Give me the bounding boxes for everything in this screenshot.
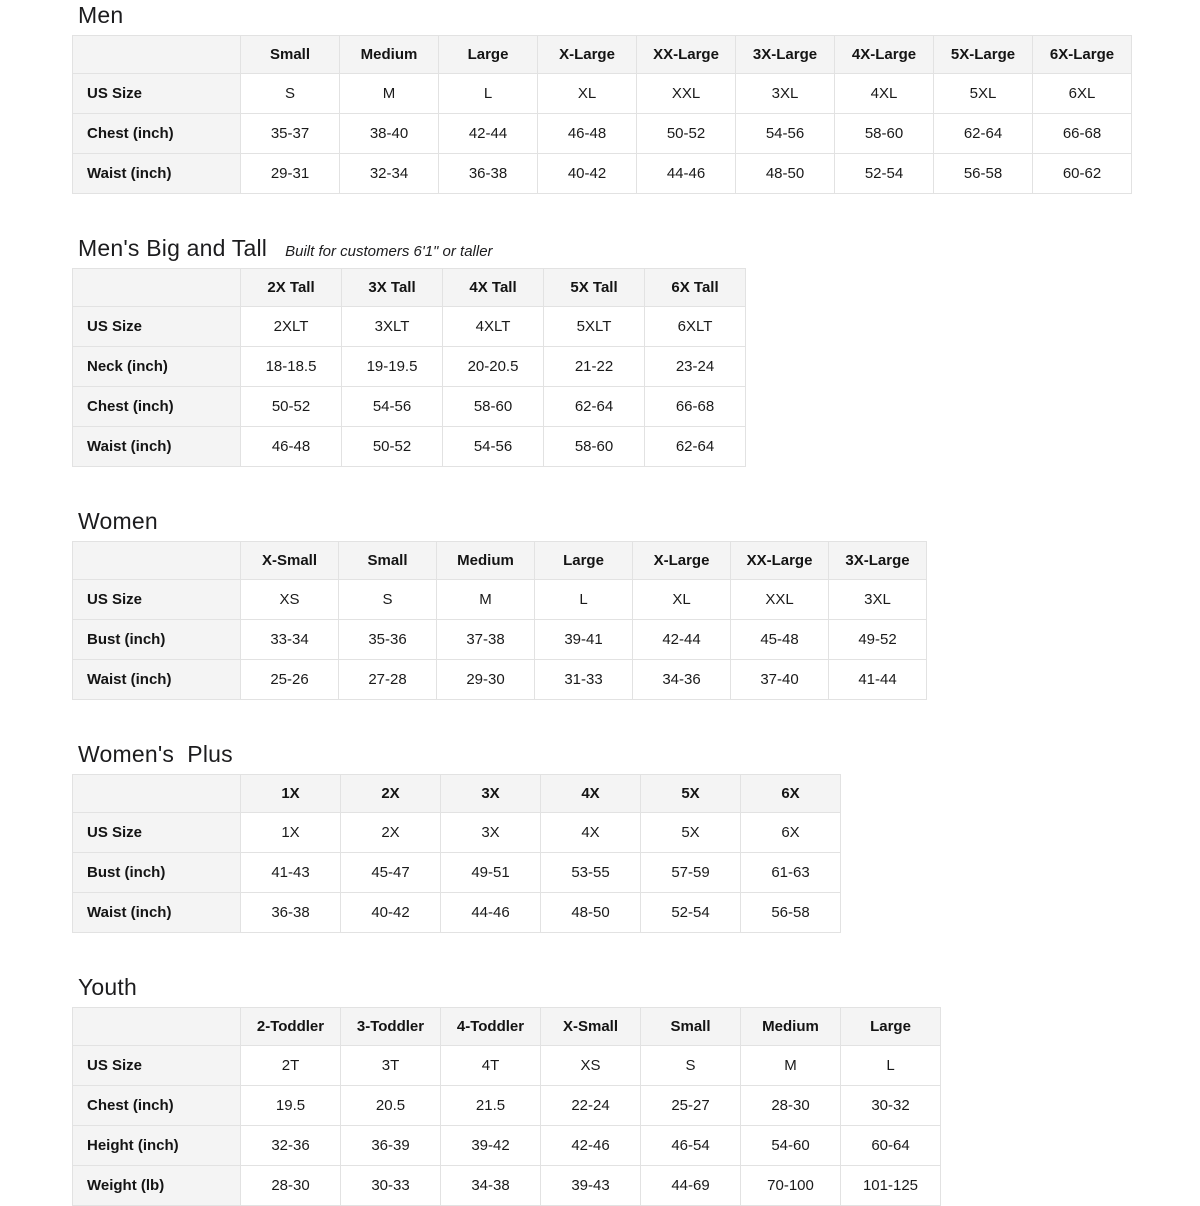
size-value-cell: 3XLT <box>342 307 443 347</box>
row-label: Bust (inch) <box>73 620 241 660</box>
column-header: 6X <box>741 775 841 813</box>
size-value-cell: 44-46 <box>637 154 736 194</box>
column-header: Medium <box>741 1008 841 1046</box>
table-row <box>73 347 746 387</box>
section-subtitle-big-and-tall: Built for customers 6'1" or taller <box>285 243 493 260</box>
size-value-cell: 31-33 <box>535 660 633 700</box>
table-row <box>73 387 746 427</box>
table-row <box>73 893 841 933</box>
table-row <box>73 1046 941 1086</box>
size-value-cell: 101-125 <box>841 1166 941 1206</box>
size-value-cell: 44-69 <box>641 1166 741 1206</box>
table-row <box>73 307 746 347</box>
section-heading <box>78 235 1200 261</box>
size-value-cell: 30-33 <box>341 1166 441 1206</box>
size-value-cell: 50-52 <box>637 114 736 154</box>
column-header: Large <box>535 542 633 580</box>
size-value-cell: 50-52 <box>342 427 443 467</box>
size-value-cell: 56-58 <box>741 893 841 933</box>
column-header: Large <box>439 36 538 74</box>
size-value-cell: 6XL <box>1033 74 1132 114</box>
size-value-cell: 62-64 <box>544 387 645 427</box>
section-title-women: Women <box>78 508 158 534</box>
section-youth <box>72 974 1200 1206</box>
corner-cell <box>73 542 241 580</box>
row-label: Chest (inch) <box>73 114 241 154</box>
size-value-cell: 45-48 <box>731 620 829 660</box>
size-value-cell: 46-48 <box>538 114 637 154</box>
size-value-cell: S <box>641 1046 741 1086</box>
size-value-cell: 34-36 <box>633 660 731 700</box>
size-value-cell: 37-38 <box>437 620 535 660</box>
size-value-cell: 27-28 <box>339 660 437 700</box>
header-row <box>73 542 927 580</box>
table-row <box>73 114 1132 154</box>
table-row <box>73 154 1132 194</box>
row-label: US Size <box>73 580 241 620</box>
column-header: 3X Tall <box>342 269 443 307</box>
size-value-cell: 28-30 <box>741 1086 841 1126</box>
size-value-cell: 4X <box>541 813 641 853</box>
size-value-cell: 52-54 <box>641 893 741 933</box>
size-value-cell: 49-51 <box>441 853 541 893</box>
size-value-cell: 2T <box>241 1046 341 1086</box>
size-value-cell: 44-46 <box>441 893 541 933</box>
row-label: Chest (inch) <box>73 387 241 427</box>
column-header: Small <box>641 1008 741 1046</box>
table-row <box>73 1086 941 1126</box>
row-label: Waist (inch) <box>73 893 241 933</box>
header-row <box>73 36 1132 74</box>
section-heading <box>78 508 1200 534</box>
row-label: Waist (inch) <box>73 154 241 194</box>
column-header: 1X <box>241 775 341 813</box>
size-value-cell: 60-64 <box>841 1126 941 1166</box>
section-title-mens-big-and-tall: Men's Big and Tall <box>78 235 268 261</box>
size-value-cell: 54-56 <box>342 387 443 427</box>
column-header: 3X-Large <box>736 36 835 74</box>
size-value-cell: 32-36 <box>241 1126 341 1166</box>
column-header: 4X Tall <box>443 269 544 307</box>
size-value-cell: 41-44 <box>829 660 927 700</box>
column-header: 5X Tall <box>544 269 645 307</box>
column-header: 3-Toddler <box>341 1008 441 1046</box>
section-heading <box>78 2 1200 28</box>
size-value-cell: 42-46 <box>541 1126 641 1166</box>
section-title-youth: Youth <box>78 974 137 1000</box>
row-label: Weight (lb) <box>73 1166 241 1206</box>
column-header: Small <box>241 36 340 74</box>
header-row <box>73 775 841 813</box>
size-value-cell: 34-38 <box>441 1166 541 1206</box>
size-value-cell: 54-60 <box>741 1126 841 1166</box>
section-title-men: Men <box>78 2 124 28</box>
row-label: US Size <box>73 307 241 347</box>
column-header: 2-Toddler <box>241 1008 341 1046</box>
row-label: Chest (inch) <box>73 1086 241 1126</box>
size-value-cell: 36-38 <box>241 893 341 933</box>
size-value-cell: 70-100 <box>741 1166 841 1206</box>
size-value-cell: 42-44 <box>633 620 731 660</box>
size-value-cell: 61-63 <box>741 853 841 893</box>
size-value-cell: 19.5 <box>241 1086 341 1126</box>
size-value-cell: 39-43 <box>541 1166 641 1206</box>
size-value-cell: 58-60 <box>835 114 934 154</box>
size-value-cell: XS <box>541 1046 641 1086</box>
size-value-cell: 50-52 <box>241 387 342 427</box>
size-value-cell: 39-42 <box>441 1126 541 1166</box>
table-row <box>73 660 927 700</box>
size-value-cell: 39-41 <box>535 620 633 660</box>
size-value-cell: 45-47 <box>341 853 441 893</box>
table-row <box>73 620 927 660</box>
size-value-cell: 42-44 <box>439 114 538 154</box>
size-value-cell: 53-55 <box>541 853 641 893</box>
column-header: 4-Toddler <box>441 1008 541 1046</box>
size-value-cell: XXL <box>731 580 829 620</box>
size-value-cell: L <box>439 74 538 114</box>
men-size-table <box>72 35 1132 194</box>
row-label: US Size <box>73 74 241 114</box>
section-womens-plus <box>72 741 1200 933</box>
corner-cell <box>73 1008 241 1046</box>
size-value-cell: 46-54 <box>641 1126 741 1166</box>
row-label: Waist (inch) <box>73 660 241 700</box>
size-value-cell: 56-58 <box>934 154 1033 194</box>
row-label: US Size <box>73 813 241 853</box>
column-header: X-Small <box>541 1008 641 1046</box>
size-value-cell: 4XL <box>835 74 934 114</box>
women-size-table <box>72 541 927 700</box>
header-row <box>73 269 746 307</box>
column-header: XX-Large <box>731 542 829 580</box>
size-value-cell: 33-34 <box>241 620 339 660</box>
size-value-cell: 52-54 <box>835 154 934 194</box>
size-value-cell: 40-42 <box>341 893 441 933</box>
size-value-cell: M <box>741 1046 841 1086</box>
size-value-cell: 41-43 <box>241 853 341 893</box>
size-value-cell: 35-37 <box>241 114 340 154</box>
column-header: Medium <box>340 36 439 74</box>
size-value-cell: 38-40 <box>340 114 439 154</box>
column-header: 4X-Large <box>835 36 934 74</box>
size-value-cell: L <box>535 580 633 620</box>
size-value-cell: 57-59 <box>641 853 741 893</box>
size-value-cell: 18-18.5 <box>241 347 342 387</box>
table-row <box>73 427 746 467</box>
column-header: Small <box>339 542 437 580</box>
column-header: X-Large <box>633 542 731 580</box>
size-value-cell: 32-34 <box>340 154 439 194</box>
size-value-cell: 40-42 <box>538 154 637 194</box>
size-value-cell: 46-48 <box>241 427 342 467</box>
row-label: Neck (inch) <box>73 347 241 387</box>
size-value-cell: 5XL <box>934 74 1033 114</box>
size-value-cell: 54-56 <box>736 114 835 154</box>
section-title-womens-plus: Women's Plus <box>78 741 233 767</box>
table-row <box>73 853 841 893</box>
table-row <box>73 1126 941 1166</box>
size-value-cell: 25-26 <box>241 660 339 700</box>
column-header: 3X <box>441 775 541 813</box>
section-heading <box>78 741 1200 767</box>
size-value-cell: 22-24 <box>541 1086 641 1126</box>
size-value-cell: 48-50 <box>736 154 835 194</box>
mens-big-and-tall-size-table <box>72 268 746 467</box>
size-value-cell: 62-64 <box>645 427 746 467</box>
size-value-cell: L <box>841 1046 941 1086</box>
size-value-cell: 2X <box>341 813 441 853</box>
size-value-cell: 4XLT <box>443 307 544 347</box>
size-value-cell: 60-62 <box>1033 154 1132 194</box>
column-header: 5X <box>641 775 741 813</box>
size-value-cell: 6XLT <box>645 307 746 347</box>
table-row <box>73 813 841 853</box>
column-header: XX-Large <box>637 36 736 74</box>
size-value-cell: 37-40 <box>731 660 829 700</box>
youth-size-table <box>72 1007 941 1206</box>
column-header: X-Small <box>241 542 339 580</box>
size-value-cell: 66-68 <box>1033 114 1132 154</box>
table-row <box>73 74 1132 114</box>
corner-cell <box>73 775 241 813</box>
size-value-cell: 4T <box>441 1046 541 1086</box>
size-value-cell: 1X <box>241 813 341 853</box>
size-value-cell: 3T <box>341 1046 441 1086</box>
section-mens-big-and-tall <box>72 235 1200 467</box>
row-label: Height (inch) <box>73 1126 241 1166</box>
size-value-cell: 6X <box>741 813 841 853</box>
size-value-cell: 3XL <box>829 580 927 620</box>
size-value-cell: M <box>437 580 535 620</box>
size-value-cell: 58-60 <box>544 427 645 467</box>
size-value-cell: XL <box>538 74 637 114</box>
size-value-cell: M <box>340 74 439 114</box>
size-value-cell: S <box>241 74 340 114</box>
size-value-cell: 3XL <box>736 74 835 114</box>
column-header: 2X <box>341 775 441 813</box>
row-label: Bust (inch) <box>73 853 241 893</box>
column-header: X-Large <box>538 36 637 74</box>
size-value-cell: 21-22 <box>544 347 645 387</box>
corner-cell <box>73 36 241 74</box>
size-value-cell: 23-24 <box>645 347 746 387</box>
section-women <box>72 508 1200 700</box>
row-label: US Size <box>73 1046 241 1086</box>
table-row <box>73 580 927 620</box>
size-value-cell: 62-64 <box>934 114 1033 154</box>
size-value-cell: XS <box>241 580 339 620</box>
size-value-cell: 20-20.5 <box>443 347 544 387</box>
womens-plus-size-table <box>72 774 841 933</box>
size-value-cell: 30-32 <box>841 1086 941 1126</box>
column-header: 3X-Large <box>829 542 927 580</box>
column-header: 5X-Large <box>934 36 1033 74</box>
size-value-cell: 29-31 <box>241 154 340 194</box>
size-value-cell: 5X <box>641 813 741 853</box>
header-row <box>73 1008 941 1046</box>
size-value-cell: 36-38 <box>439 154 538 194</box>
size-value-cell: 19-19.5 <box>342 347 443 387</box>
size-value-cell: 66-68 <box>645 387 746 427</box>
size-value-cell: 25-27 <box>641 1086 741 1126</box>
size-value-cell: 36-39 <box>341 1126 441 1166</box>
column-header: Medium <box>437 542 535 580</box>
size-value-cell: 49-52 <box>829 620 927 660</box>
column-header: 6X Tall <box>645 269 746 307</box>
size-value-cell: 29-30 <box>437 660 535 700</box>
column-header: 6X-Large <box>1033 36 1132 74</box>
size-value-cell: 54-56 <box>443 427 544 467</box>
size-value-cell: 2XLT <box>241 307 342 347</box>
row-label: Waist (inch) <box>73 427 241 467</box>
column-header: Large <box>841 1008 941 1046</box>
size-value-cell: 28-30 <box>241 1166 341 1206</box>
size-value-cell: 5XLT <box>544 307 645 347</box>
size-value-cell: 48-50 <box>541 893 641 933</box>
section-men <box>72 2 1200 194</box>
size-value-cell: 20.5 <box>341 1086 441 1126</box>
column-header: 2X Tall <box>241 269 342 307</box>
size-value-cell: 58-60 <box>443 387 544 427</box>
section-heading <box>78 974 1200 1000</box>
size-value-cell: XXL <box>637 74 736 114</box>
column-header: 4X <box>541 775 641 813</box>
size-value-cell: 3X <box>441 813 541 853</box>
size-value-cell: S <box>339 580 437 620</box>
size-value-cell: 35-36 <box>339 620 437 660</box>
size-value-cell: 21.5 <box>441 1086 541 1126</box>
corner-cell <box>73 269 241 307</box>
size-value-cell: XL <box>633 580 731 620</box>
